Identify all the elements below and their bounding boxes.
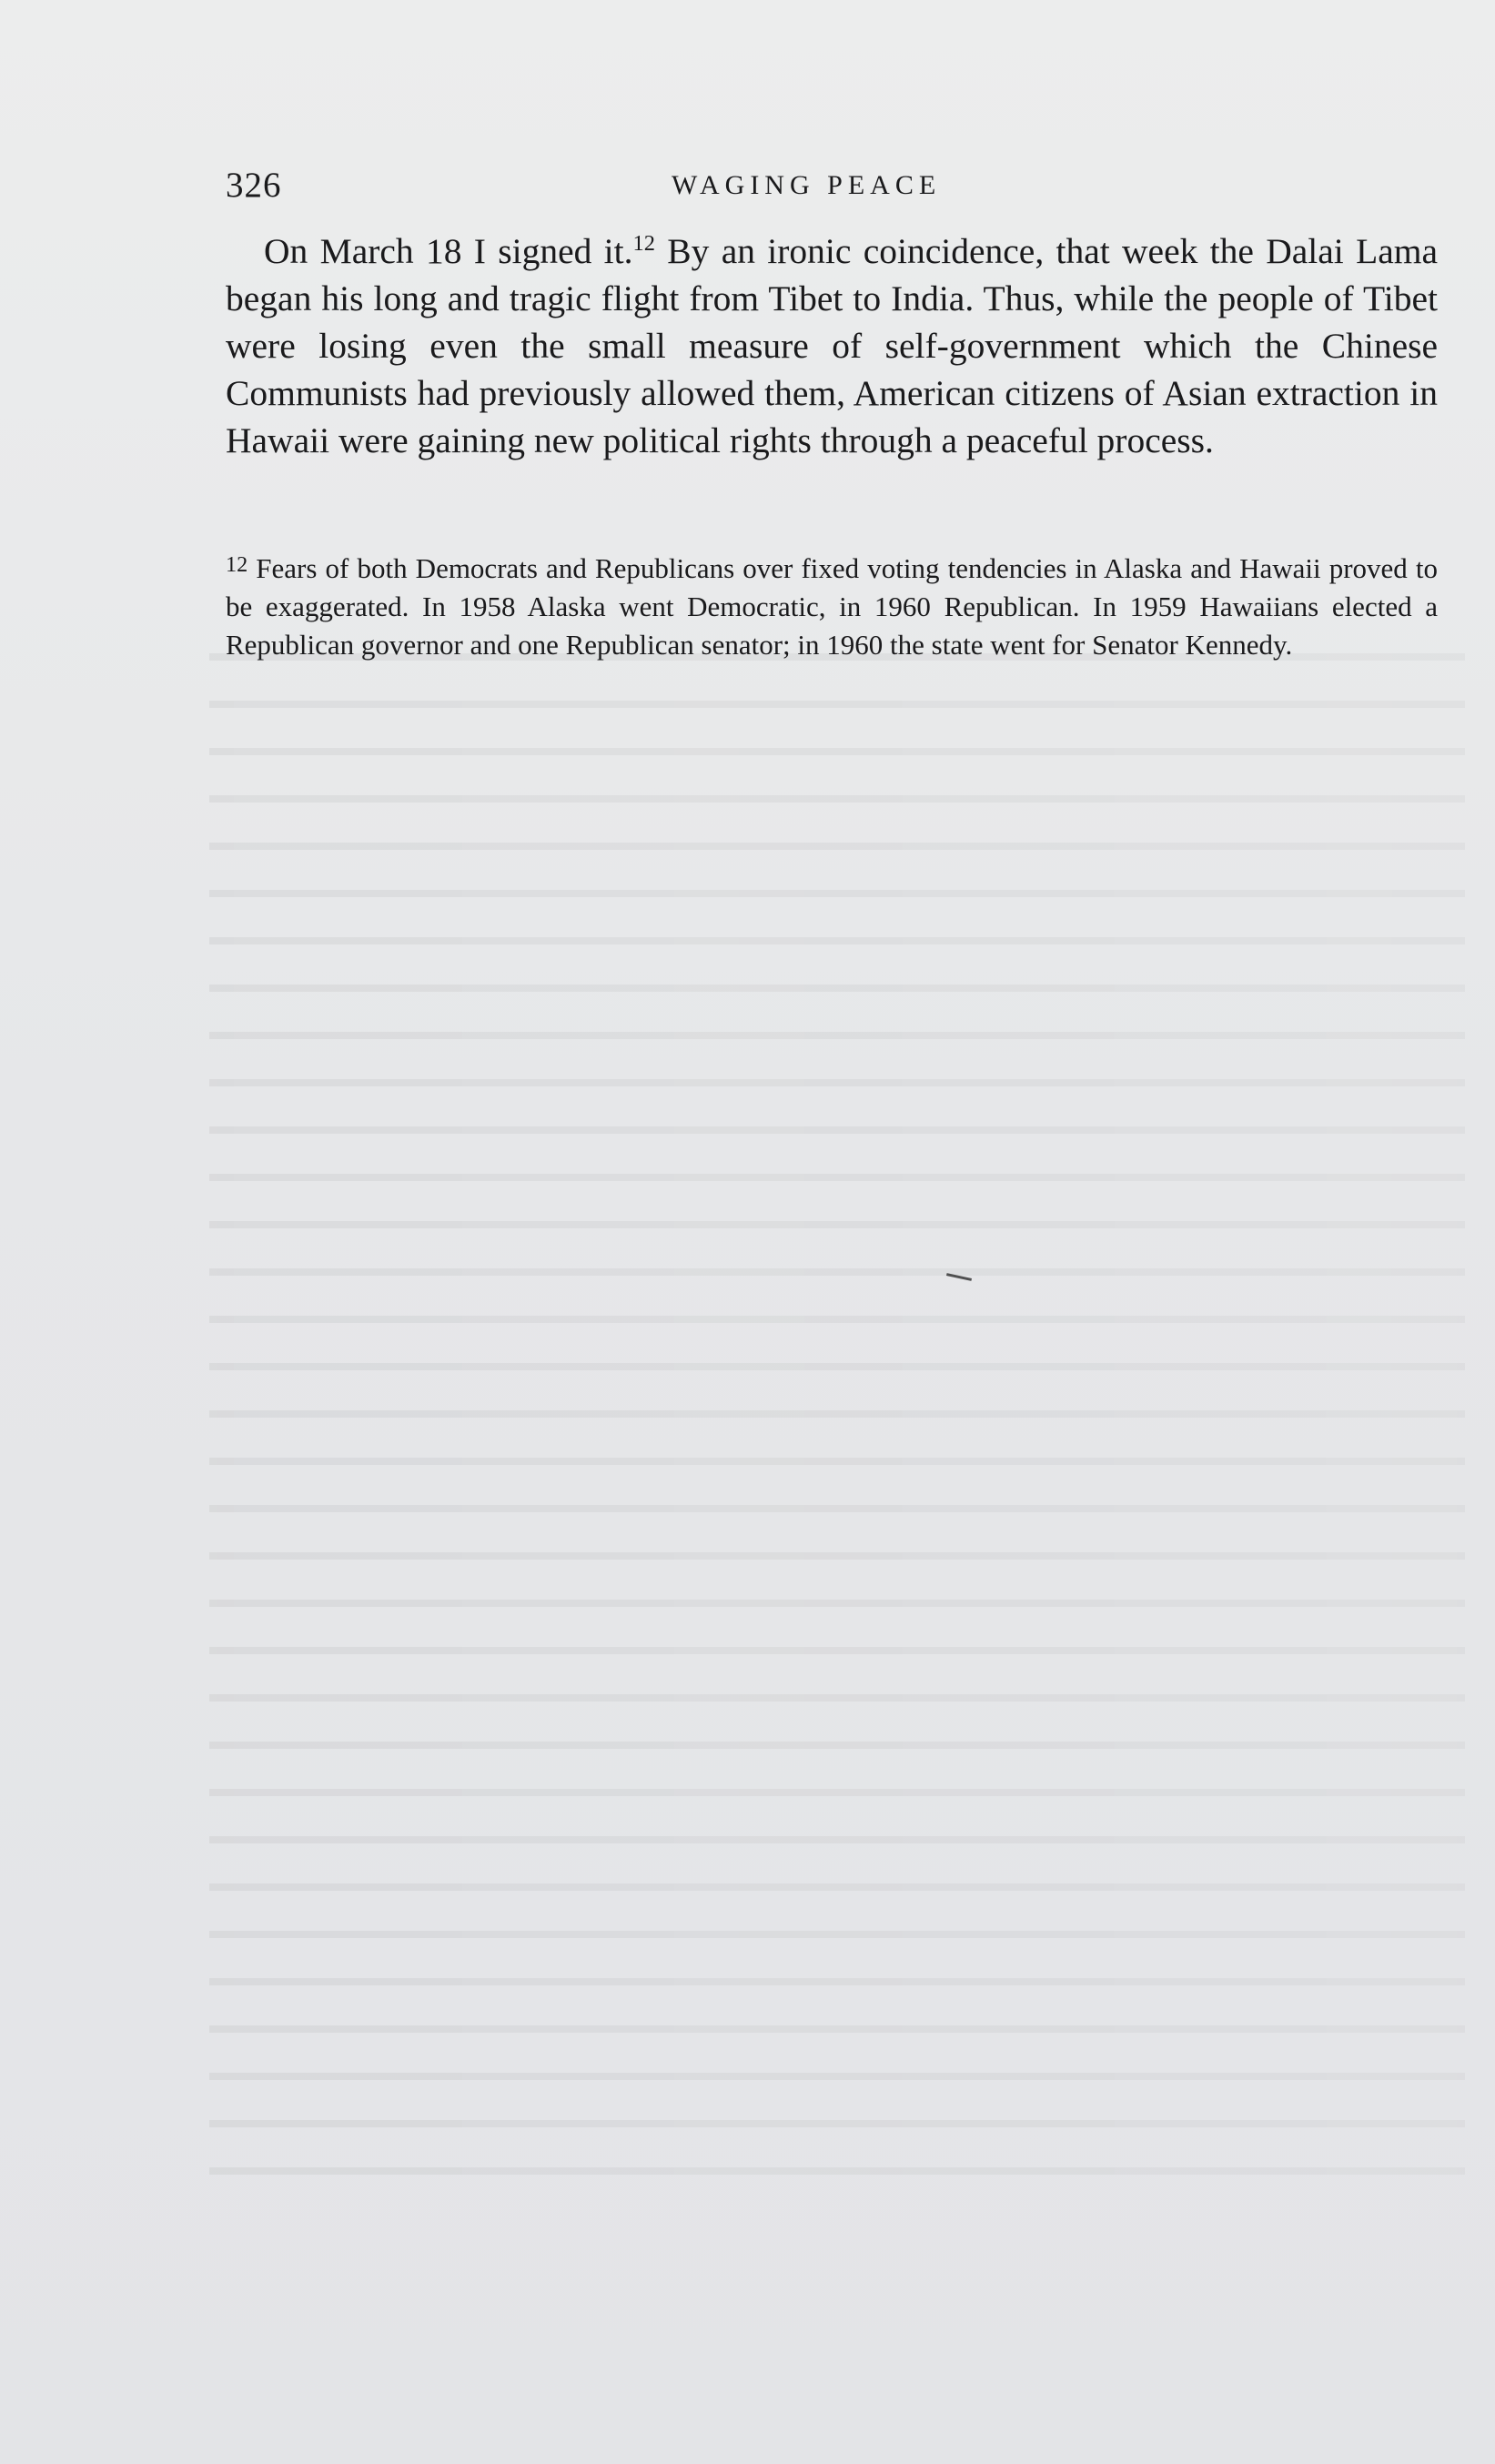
footnote — [226, 550, 1438, 664]
footnote-number: 12 — [226, 552, 248, 578]
body-text-rest: By an ironic coincidence, that week the Dalai Lama began his long and tragic flight from Tibet to India. Thus, while the people of Tibet were losing even the small measure of self-government which the Chinese Communists had previously allowed them, American citizens of Asian extraction in Hawaii were gaining new political rights through a peaceful process. — [226, 231, 1438, 460]
page-number: 326 — [226, 166, 282, 205]
running-head — [226, 160, 1438, 211]
bleed-through-texture — [209, 628, 1465, 2175]
running-title: WAGING PEACE — [672, 170, 942, 200]
body-text-start: On March 18 I signed it. — [264, 231, 633, 271]
footnote-reference: 12 — [632, 230, 655, 256]
footnote-text: Fears of both Democrats and Republicans over fixed voting tendencies in Alaska and Hawaii proved to be exaggerated. In 1958 Alaska went Democratic, in 1960 Republican. In 1959 Hawaiians elected a Republican governor and one Republican senator; in 1960 the state went for Senator Kennedy. — [226, 552, 1439, 661]
body-paragraph — [226, 227, 1438, 464]
